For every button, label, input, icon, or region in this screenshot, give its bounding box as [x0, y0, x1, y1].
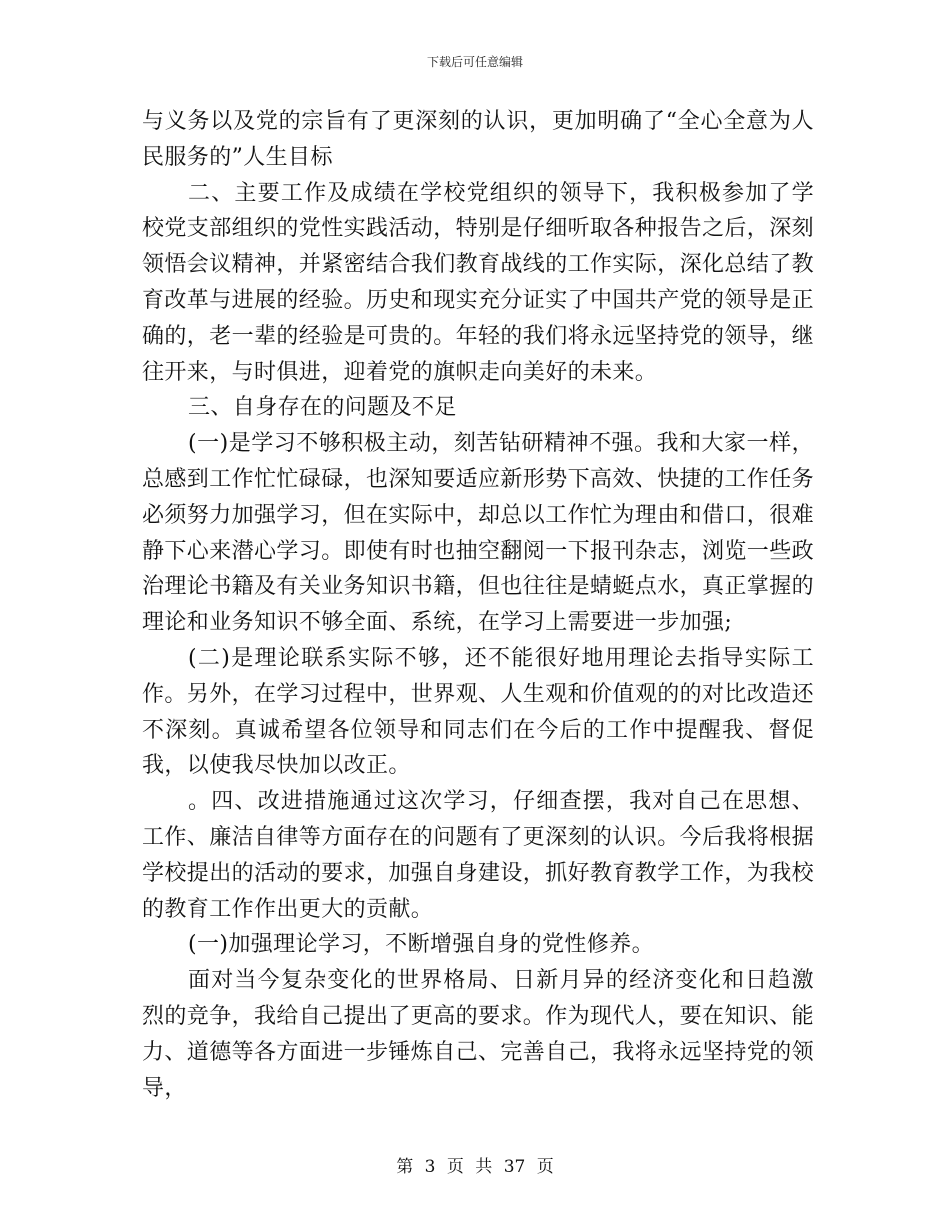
page-number-footer: 第 3 页 共 37 页	[396, 1157, 554, 1177]
paragraph-measure-one-body: 面对当今复杂变化的世界格局、日新月异的经济变化和日趋激烈的竞争，我给自己提出了更高的要求。作为现代人，要在知识、能力、道德等各方面进一步锤炼自己、完善自己，我将永远坚持党的领导，	[142, 968, 815, 1101]
page-header: 下载后可任意编辑	[426, 55, 523, 69]
document-body	[142, 104, 814, 1106]
paragraph-measure-one-heading: (一)加强理论学习，不断增强自身的党性修养。	[188, 932, 654, 958]
paragraph-section-heading-problems: 三、自身存在的问题及不足	[188, 395, 457, 421]
paragraph-intro-continuation: 与义务以及党的宗旨有了更深刻的认识，更加明确了“全心全意为人民服务的”人生目标	[142, 109, 814, 170]
paragraph-main-work: 二、主要工作及成绩在学校党组织的领导下，我积极参加了学校党支部组织的党性实践活动，特别是仔细听取各种报告之后，深刻领悟会议精神，并紧密结合我们教育战线的工作实际，深化总结了教育改革与进展的经验。历史和现实充分证实了中国共产党的领导是正确的，老一辈的经验是可贵的。年轻的我们将永远坚持党的领导，继往开来，与时俱进，迎着党的旗帜走向美好的未来。	[142, 180, 815, 385]
paragraph-problem-two: (二)是理论联系实际不够，还不能很好地用理论去指导实际工作。另外，在学习过程中，世界观、人生观和价值观的的对比改造还不深刻。真诚希望各位领导和同志们在今后的工作中提醒我、督促我，以使我尽快加以改正。	[142, 645, 815, 779]
paragraph-problem-one: (一)是学习不够积极主动，刻苦钻研精神不强。我和大家一样，总感到工作忙忙碌碌，也深知要适应新形势下高效、快捷的工作任务必须努力加强学习，但在实际中，却总以工作忙为理由和借口，很难静下心来潜心学习。即使有时也抽空翻阅一下报刊杂志，浏览一些政治理论书籍及有关业务知识书籍，但也往往是蜻蜓点水，真正掌握的理论和业务知识不够全面、系统，在学习上需要进一步加强;	[142, 431, 815, 636]
paragraph-improvement-measures: 。四、改进措施通过这次学习，仔细查摆，我对自己在思想、工作、廉洁自律等方面存在的问题有了更深刻的认识。今后我将根据学校提出的活动的要求，加强自身建设，抓好教育教学工作，为我校的教育工作作出更大的贡献。	[142, 789, 815, 922]
